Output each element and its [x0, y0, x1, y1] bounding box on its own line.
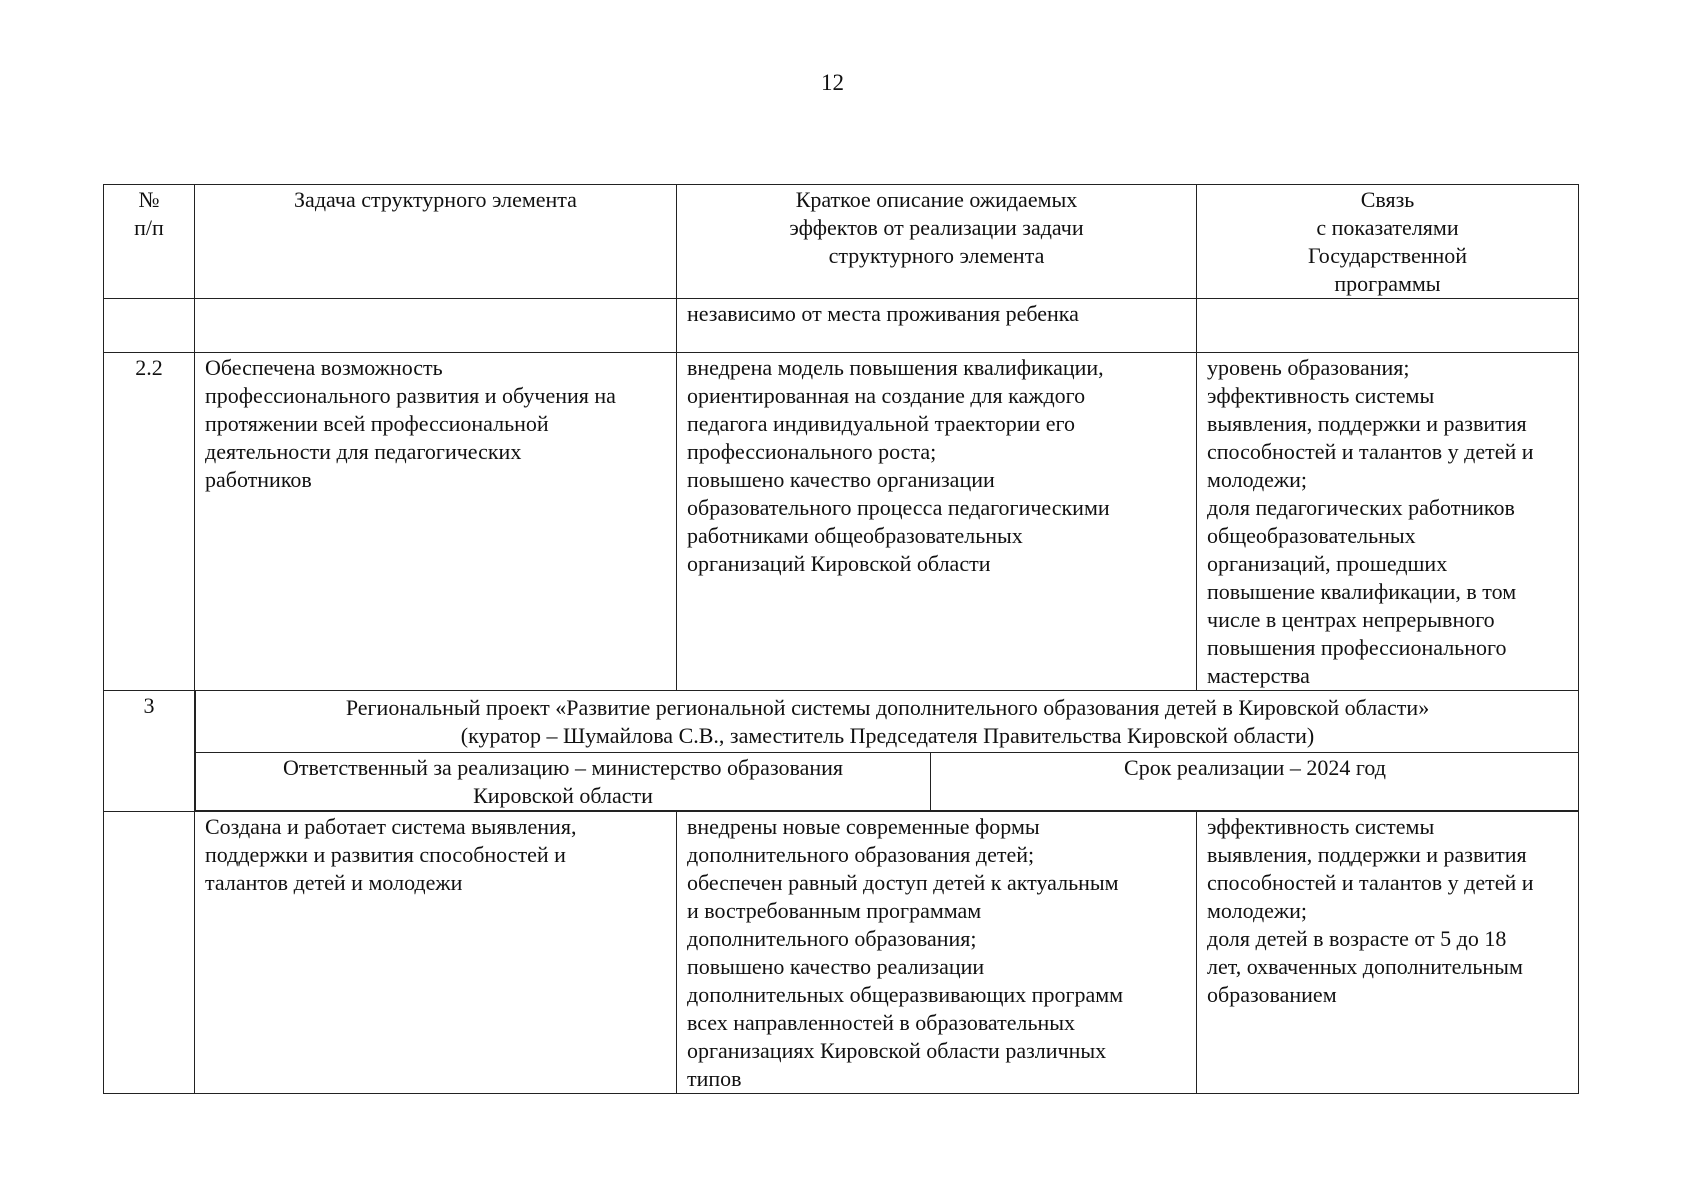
text-line: числе в центрах непрерывного	[1207, 607, 1495, 632]
text-line: Задача структурного элемента	[294, 187, 577, 212]
text-line: выявления, поддержки и развития	[1207, 411, 1527, 436]
text-line: п/п	[134, 215, 164, 240]
text-line: Краткое описание ожидаемых	[795, 187, 1078, 212]
text-line: внедрены новые современные формы	[687, 814, 1040, 839]
cell-effects	[677, 353, 1197, 691]
text-line: дополнительных общеразвивающих программ	[687, 982, 1124, 1007]
text-line: всех направленностей в образовательных	[687, 1010, 1076, 1035]
text-line: образовательного процесса педагогическими	[687, 495, 1110, 520]
project-title	[196, 691, 1579, 753]
text-line: выявления, поддержки и развития	[1207, 842, 1527, 867]
cell-link	[1197, 812, 1579, 1094]
text-line: Региональный проект «Развитие региональной системы дополнительного образования детей в Кировской области»	[345, 695, 1430, 720]
table-header-row	[104, 185, 1579, 299]
cell-effects	[677, 299, 1197, 353]
text-line: Кировской области	[473, 783, 653, 808]
text-line: программы	[1334, 271, 1441, 296]
cell-link	[1197, 299, 1579, 353]
text-line: доля детей в возрасте от 5 до 18	[1207, 926, 1507, 951]
table-row-2-2	[104, 353, 1579, 691]
text-line: доля педагогических работников	[1207, 495, 1515, 520]
text-line: организациях Кировской области различных	[687, 1038, 1107, 1063]
text-line: типов	[687, 1066, 742, 1091]
text-line: организаций Кировской области	[687, 551, 991, 576]
text-line: общеобразовательных	[1207, 523, 1416, 548]
cell-link	[1197, 353, 1579, 691]
text-line: дополнительного образования;	[687, 926, 977, 951]
project-block	[195, 691, 1579, 812]
page-number: 12	[821, 70, 844, 95]
deadline-cell: Срок реализации – 2024 год	[931, 753, 1579, 811]
text-line: талантов детей и молодежи	[205, 870, 463, 895]
cell-num	[104, 299, 195, 353]
text-line: повышено качество организации	[687, 467, 995, 492]
project-inner-table	[195, 691, 1579, 811]
text-line: лет, охваченных дополнительным	[1207, 954, 1523, 979]
text-line: эффектов от реализации задачи	[789, 215, 1084, 240]
text-line: поддержки и развития способностей и	[205, 842, 566, 867]
text-line: дополнительного образования детей;	[687, 842, 1035, 867]
program-table	[103, 184, 1579, 1094]
text-line: работниками общеобразовательных	[687, 523, 1023, 548]
cell-task	[195, 299, 677, 353]
text-line: Обеспечена возможность	[205, 355, 443, 380]
text-line: протяжении всей профессиональной	[205, 411, 549, 436]
text-line: с показателями	[1316, 215, 1459, 240]
table-row-continuation	[104, 299, 1579, 353]
text-line: повышено качество реализации	[687, 954, 985, 979]
text-line: уровень образования;	[1207, 355, 1410, 380]
table-row-3	[104, 691, 1579, 812]
text-line: повышение квалификации, в том	[1207, 579, 1517, 604]
cell-task	[195, 812, 677, 1094]
text-line: Создана и работает система выявления,	[205, 814, 577, 839]
text-line: работников	[205, 467, 312, 492]
text-line: мастерства	[1207, 663, 1310, 688]
text-line: независимо от места проживания ребенка	[687, 301, 1079, 326]
cell-effects	[677, 812, 1197, 1094]
header-task	[195, 185, 677, 299]
text-line: профессионального развития и обучения на	[205, 383, 616, 408]
text-line: организаций, прошедших	[1207, 551, 1448, 576]
text-line: молодежи;	[1207, 898, 1308, 923]
text-line: профессионального роста;	[687, 439, 937, 464]
text-line: Связь	[1360, 187, 1415, 212]
text-line: способностей и талантов у детей и	[1207, 870, 1534, 895]
text-line: внедрена модель повышения квалификации,	[687, 355, 1104, 380]
text-line: №	[138, 187, 160, 212]
text-line: Государственной	[1307, 243, 1468, 268]
text-line: структурного элемента	[828, 243, 1045, 268]
responsible-cell	[196, 753, 931, 811]
text-line: образованием	[1207, 982, 1337, 1007]
header-effects	[677, 185, 1197, 299]
header-num	[104, 185, 195, 299]
text-line: обеспечен равный доступ детей к актуальным	[687, 870, 1119, 895]
text-line: способностей и талантов у детей и	[1207, 439, 1534, 464]
text-line: ориентированная на создание для каждого	[687, 383, 1086, 408]
text-line: молодежи;	[1207, 467, 1308, 492]
text-line: эффективность системы	[1207, 814, 1435, 839]
cell-num: 2.2	[104, 353, 195, 691]
text-line: эффективность системы	[1207, 383, 1435, 408]
cell-task	[195, 353, 677, 691]
cell-num: 3	[104, 691, 195, 812]
text-line: педагога индивидуальной траектории его	[687, 411, 1075, 436]
cell-num	[104, 812, 195, 1094]
header-link	[1197, 185, 1579, 299]
table-row-last	[104, 812, 1579, 1094]
text-line: Ответственный за реализацию – министерство образования	[282, 755, 844, 780]
text-line: и востребованным программам	[687, 898, 982, 923]
text-line: деятельности для педагогических	[205, 439, 522, 464]
text-line: (куратор – Шумайлова С.В., заместитель Председателя Правительства Кировской области)	[460, 723, 1315, 748]
text-line: повышения профессионального	[1207, 635, 1507, 660]
